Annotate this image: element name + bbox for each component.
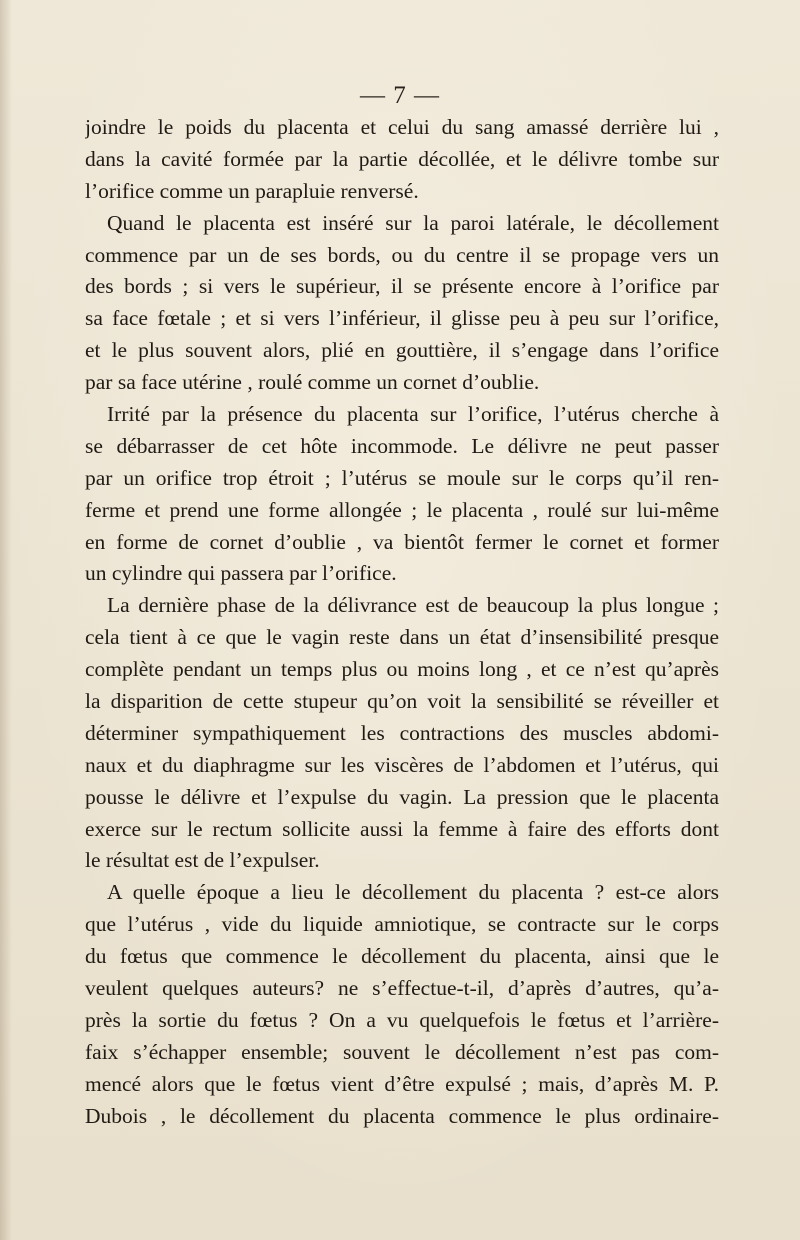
text-line: faix s’échapper ensemble; souvent le décollement n’est pas com- — [85, 1039, 719, 1064]
text-line: naux et du diaphragme sur les viscères de l’abdomen et l’utérus, qui — [85, 752, 719, 777]
text-line: se débarrasser de cet hôte incommode. Le délivre ne peut passer — [85, 433, 719, 458]
text-line: cela tient à ce que le vagin reste dans un état d’insensibilité presque — [85, 625, 719, 650]
text-line: par un orifice trop étroit ; l’utérus se moule sur le corps qu’il ren- — [85, 465, 719, 490]
text-line: la disparition de cette stupeur qu’on voit la sensibilité se réveiller et — [85, 689, 719, 714]
text-line: en forme de cornet d’oublie , va bientôt fermer le cornet et former — [85, 529, 719, 554]
text-line: exerce sur le rectum sollicite aussi la femme à faire des efforts dont — [85, 816, 719, 841]
text-line: ferme et prend une forme allongée ; le placenta , roulé sur lui-même — [85, 497, 719, 522]
text-line: complète pendant un temps plus ou moins long , et ce n’est qu’après — [85, 657, 719, 682]
text-line: pousse le délivre et l’expulse du vagin. La pression que le placenta — [85, 784, 719, 809]
text-line: que l’utérus , vide du liquide amniotique, se contracte sur le corps — [85, 912, 719, 937]
text-line: Dubois , le décollement du placenta commence le plus ordinaire- — [85, 1103, 719, 1128]
text-line: joindre le poids du placenta et celui du sang amassé derrière lui , — [85, 115, 719, 139]
text-line: commence par un de ses bords, ou du centre il se propage vers un — [85, 242, 719, 267]
page-gutter-shadow — [0, 0, 12, 1240]
text-line: veulent quelques auteurs? ne s’effectue-t-il, d’après d’autres, qu’a- — [85, 976, 719, 1001]
text-line: dans la cavité formée par la partie décollée, et le délivre tombe sur — [85, 146, 719, 171]
text-line: mencé alors que le fœtus vient d’être expulsé ; mais, d’après M. P. — [85, 1071, 719, 1096]
text-line: déterminer sympathiquement les contractions des muscles abdomi- — [85, 720, 719, 745]
text-line: des bords ; si vers le supérieur, il se présente encore à l’orifice par — [85, 274, 719, 299]
text-line: le résultat est de l’expulser. — [85, 848, 320, 873]
page-number: — 7 — — [360, 82, 440, 109]
text-line: un cylindre qui passera par l’orifice. — [85, 561, 397, 586]
text-line: près la sortie du fœtus ? On a vu quelquefois le fœtus et l’arrière- — [85, 1007, 719, 1032]
text-line: l’orifice comme un parapluie renversé. — [85, 178, 419, 203]
text-line: par sa face utérine , roulé comme un cornet d’oublie. — [85, 370, 540, 395]
text-line: A quelle époque a lieu le décollement du placenta ? est-ce alors — [107, 880, 719, 905]
body-text — [85, 112, 719, 1133]
text-line: Irrité par la présence du placenta sur l’orifice, l’utérus cherche à — [107, 402, 719, 427]
text-line: du fœtus que commence le décollement du placenta, ainsi que le — [85, 944, 719, 969]
text-line: Quand le placenta est inséré sur la paroi latérale, le décollement — [107, 210, 719, 235]
text-line: La dernière phase de la délivrance est de beaucoup la plus longue ; — [107, 593, 719, 618]
text-line: et le plus souvent alors, plié en gouttière, il s’engage dans l’orifice — [85, 338, 719, 363]
text-line: sa face fœtale ; et si vers l’inférieur, il glisse peu à peu sur l’orifice, — [85, 306, 719, 331]
